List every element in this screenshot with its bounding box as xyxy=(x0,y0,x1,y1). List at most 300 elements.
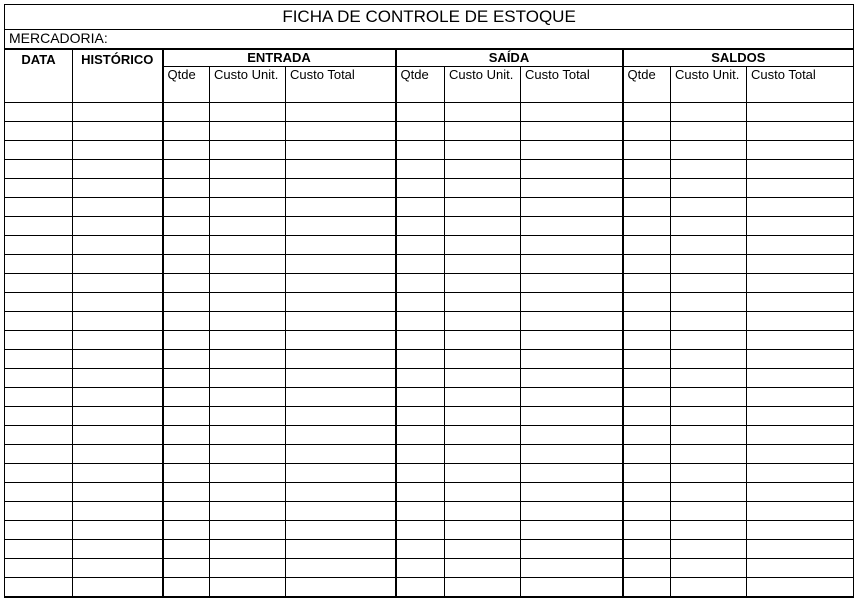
entrada-custo-total-cell[interactable] xyxy=(286,521,396,540)
entrada-qtde-cell[interactable] xyxy=(163,388,210,407)
entrada-custo-total-cell[interactable] xyxy=(286,369,396,388)
saida-custo-unit-cell[interactable] xyxy=(445,160,521,179)
entrada-custo-total-cell[interactable] xyxy=(286,103,396,122)
saldos-custo-unit-cell[interactable] xyxy=(671,483,747,502)
saldos-qtde-cell[interactable] xyxy=(623,350,671,369)
entrada-qtde-cell[interactable] xyxy=(163,521,210,540)
saldos-custo-unit-cell[interactable] xyxy=(671,331,747,350)
historico-cell[interactable] xyxy=(73,483,163,502)
saldos-custo-total-cell[interactable] xyxy=(747,179,854,198)
saldos-custo-total-cell[interactable] xyxy=(747,464,854,483)
saida-qtde-cell[interactable] xyxy=(396,350,445,369)
entrada-custo-unit-cell[interactable] xyxy=(210,502,286,521)
saida-qtde-cell[interactable] xyxy=(396,521,445,540)
saida-qtde-cell[interactable] xyxy=(396,464,445,483)
entrada-custo-unit-cell[interactable] xyxy=(210,312,286,331)
historico-cell[interactable] xyxy=(73,236,163,255)
saida-custo-total-cell[interactable] xyxy=(521,236,623,255)
entrada-custo-unit-cell[interactable] xyxy=(210,426,286,445)
saida-custo-total-cell[interactable] xyxy=(521,464,623,483)
entrada-qtde-cell[interactable] xyxy=(163,293,210,312)
saldos-custo-unit-cell[interactable] xyxy=(671,502,747,521)
saida-custo-unit-cell[interactable] xyxy=(445,559,521,578)
entrada-custo-total-cell[interactable] xyxy=(286,350,396,369)
saida-custo-unit-cell[interactable] xyxy=(445,103,521,122)
saldos-qtde-cell[interactable] xyxy=(623,236,671,255)
saldos-custo-unit-cell[interactable] xyxy=(671,559,747,578)
entrada-custo-total-cell[interactable] xyxy=(286,160,396,179)
entrada-custo-total-cell[interactable] xyxy=(286,540,396,559)
saldos-qtde-cell[interactable] xyxy=(623,559,671,578)
data-cell[interactable] xyxy=(5,483,73,502)
entrada-custo-total-cell[interactable] xyxy=(286,578,396,597)
entrada-custo-total-cell[interactable] xyxy=(286,255,396,274)
historico-cell[interactable] xyxy=(73,217,163,236)
entrada-custo-unit-cell[interactable] xyxy=(210,103,286,122)
saldos-custo-unit-cell[interactable] xyxy=(671,103,747,122)
saldos-custo-total-cell[interactable] xyxy=(747,236,854,255)
saida-custo-total-cell[interactable] xyxy=(521,540,623,559)
entrada-custo-unit-cell[interactable] xyxy=(210,217,286,236)
saldos-qtde-cell[interactable] xyxy=(623,540,671,559)
data-cell[interactable] xyxy=(5,464,73,483)
data-cell[interactable] xyxy=(5,179,73,198)
saida-qtde-cell[interactable] xyxy=(396,331,445,350)
saldos-custo-total-cell[interactable] xyxy=(747,274,854,293)
saldos-custo-unit-cell[interactable] xyxy=(671,217,747,236)
saldos-custo-unit-cell[interactable] xyxy=(671,312,747,331)
entrada-qtde-cell[interactable] xyxy=(163,350,210,369)
saida-custo-total-cell[interactable] xyxy=(521,103,623,122)
saida-custo-unit-cell[interactable] xyxy=(445,274,521,293)
saldos-custo-total-cell[interactable] xyxy=(747,122,854,141)
entrada-custo-total-cell[interactable] xyxy=(286,445,396,464)
entrada-custo-unit-cell[interactable] xyxy=(210,293,286,312)
saida-qtde-cell[interactable] xyxy=(396,141,445,160)
entrada-qtde-cell[interactable] xyxy=(163,578,210,597)
table-row xyxy=(5,122,854,141)
entrada-qtde-cell[interactable] xyxy=(163,369,210,388)
saida-custo-total-cell[interactable] xyxy=(521,369,623,388)
saldos-custo-unit-cell[interactable] xyxy=(671,540,747,559)
saldos-qtde-cell[interactable] xyxy=(623,578,671,597)
saldos-qtde-cell[interactable] xyxy=(623,312,671,331)
historico-cell[interactable] xyxy=(73,407,163,426)
saldos-custo-unit-cell[interactable] xyxy=(671,179,747,198)
saldos-qtde-cell[interactable] xyxy=(623,179,671,198)
saida-custo-total-cell[interactable] xyxy=(521,388,623,407)
saldos-custo-total-cell[interactable] xyxy=(747,141,854,160)
data-cell[interactable] xyxy=(5,388,73,407)
saida-custo-unit-cell[interactable] xyxy=(445,502,521,521)
saldos-custo-total-cell[interactable] xyxy=(747,198,854,217)
entrada-qtde-cell[interactable] xyxy=(163,217,210,236)
data-cell[interactable] xyxy=(5,578,73,597)
table-row xyxy=(5,388,854,407)
data-cell[interactable] xyxy=(5,293,73,312)
saldos-custo-unit-cell[interactable] xyxy=(671,198,747,217)
historico-cell[interactable] xyxy=(73,141,163,160)
saldos-custo-total-cell[interactable] xyxy=(747,445,854,464)
data-cell[interactable] xyxy=(5,255,73,274)
saida-custo-unit-cell[interactable] xyxy=(445,388,521,407)
saldos-custo-total-cell[interactable] xyxy=(747,426,854,445)
saida-custo-unit-cell[interactable] xyxy=(445,255,521,274)
saldos-custo-total-cell[interactable] xyxy=(747,217,854,236)
mercadoria-field[interactable]: MERCADORIA: xyxy=(5,30,854,49)
entrada-qtde-cell[interactable] xyxy=(163,559,210,578)
historico-cell[interactable] xyxy=(73,160,163,179)
historico-cell[interactable] xyxy=(73,578,163,597)
saldos-custo-unit-cell[interactable] xyxy=(671,274,747,293)
saida-custo-total-cell[interactable] xyxy=(521,160,623,179)
saldos-qtde-cell[interactable] xyxy=(623,255,671,274)
saldos-custo-unit-cell[interactable] xyxy=(671,160,747,179)
historico-cell[interactable] xyxy=(73,426,163,445)
table-body xyxy=(5,103,854,597)
saldos-custo-unit-cell[interactable] xyxy=(671,122,747,141)
entrada-qtde-cell[interactable] xyxy=(163,141,210,160)
saldos-custo-total-cell[interactable] xyxy=(747,407,854,426)
saldos-qtde-cell[interactable] xyxy=(623,103,671,122)
entrada-custo-total-cell[interactable] xyxy=(286,483,396,502)
saida-custo-total-cell[interactable] xyxy=(521,407,623,426)
saida-qtde-cell[interactable] xyxy=(396,426,445,445)
saida-custo-unit-cell[interactable] xyxy=(445,331,521,350)
entrada-custo-total-cell[interactable] xyxy=(286,464,396,483)
saida-custo-unit-cell[interactable] xyxy=(445,217,521,236)
saldos-qtde-cell[interactable] xyxy=(623,407,671,426)
saldos-qtde-cell[interactable] xyxy=(623,483,671,502)
entrada-custo-unit-cell[interactable] xyxy=(210,350,286,369)
entrada-custo-total-cell[interactable] xyxy=(286,198,396,217)
saldos-qtde-cell[interactable] xyxy=(623,293,671,312)
historico-cell[interactable] xyxy=(73,274,163,293)
saida-qtde-cell[interactable] xyxy=(396,255,445,274)
data-cell[interactable] xyxy=(5,236,73,255)
saida-custo-unit-cell[interactable] xyxy=(445,521,521,540)
entrada-qtde-cell[interactable] xyxy=(163,331,210,350)
saida-custo-total-cell[interactable] xyxy=(521,483,623,502)
entrada-custo-total-cell[interactable] xyxy=(286,559,396,578)
saldos-custo-unit-cell[interactable] xyxy=(671,445,747,464)
saida-custo-total-cell[interactable] xyxy=(521,198,623,217)
historico-cell[interactable] xyxy=(73,502,163,521)
table-row xyxy=(5,274,854,293)
saldos-custo-total-cell[interactable] xyxy=(747,369,854,388)
table-row xyxy=(5,293,854,312)
saldos-custo-total-cell[interactable] xyxy=(747,578,854,597)
saida-custo-total-cell[interactable] xyxy=(521,122,623,141)
saldos-custo-unit-cell[interactable] xyxy=(671,407,747,426)
historico-cell[interactable] xyxy=(73,103,163,122)
entrada-custo-unit-cell[interactable] xyxy=(210,388,286,407)
entrada-custo-unit-cell[interactable] xyxy=(210,464,286,483)
data-cell[interactable] xyxy=(5,312,73,331)
saldos-custo-total-cell[interactable] xyxy=(747,350,854,369)
saldos-custo-total-cell[interactable] xyxy=(747,540,854,559)
saida-custo-unit-cell[interactable] xyxy=(445,293,521,312)
historico-cell[interactable] xyxy=(73,521,163,540)
saida-qtde-cell[interactable] xyxy=(396,483,445,502)
saldos-qtde-cell[interactable] xyxy=(623,141,671,160)
entrada-custo-total-cell[interactable] xyxy=(286,236,396,255)
historico-cell[interactable] xyxy=(73,388,163,407)
saldos-qtde-cell[interactable] xyxy=(623,331,671,350)
entrada-custo-unit-cell[interactable] xyxy=(210,198,286,217)
saida-qtde-cell[interactable] xyxy=(396,312,445,331)
entrada-qtde-cell[interactable] xyxy=(163,502,210,521)
saldos-custo-unit-cell[interactable] xyxy=(671,293,747,312)
table-row xyxy=(5,464,854,483)
entrada-qtde-cell[interactable] xyxy=(163,274,210,293)
saldos-qtde-cell[interactable] xyxy=(623,122,671,141)
saida-qtde-cell[interactable] xyxy=(396,198,445,217)
entrada-custo-total-cell[interactable] xyxy=(286,293,396,312)
saldos-custo-total-cell[interactable] xyxy=(747,103,854,122)
saldos-custo-unit-cell[interactable] xyxy=(671,141,747,160)
historico-cell[interactable] xyxy=(73,331,163,350)
entrada-custo-total-cell[interactable] xyxy=(286,388,396,407)
data-cell[interactable] xyxy=(5,160,73,179)
saida-qtde-cell[interactable] xyxy=(396,388,445,407)
sheet-title: FICHA DE CONTROLE DE ESTOQUE xyxy=(5,5,854,30)
data-cell[interactable] xyxy=(5,350,73,369)
data-cell[interactable] xyxy=(5,540,73,559)
saldos-custo-total-cell[interactable] xyxy=(747,559,854,578)
historico-cell[interactable] xyxy=(73,464,163,483)
saida-qtde-cell[interactable] xyxy=(396,540,445,559)
entrada-qtde-cell[interactable] xyxy=(163,236,210,255)
saida-custo-unit-cell[interactable] xyxy=(445,426,521,445)
saida-custo-total-cell[interactable] xyxy=(521,217,623,236)
entrada-qtde-cell[interactable] xyxy=(163,483,210,502)
saldos-custo-unit-cell[interactable] xyxy=(671,369,747,388)
entrada-qtde-cell[interactable] xyxy=(163,426,210,445)
saldos-custo-total-cell[interactable] xyxy=(747,312,854,331)
historico-cell[interactable] xyxy=(73,445,163,464)
data-cell[interactable] xyxy=(5,103,73,122)
saldos-custo-unit-cell[interactable] xyxy=(671,426,747,445)
entrada-custo-unit-cell[interactable] xyxy=(210,578,286,597)
saida-custo-unit-cell[interactable] xyxy=(445,445,521,464)
saldos-custo-total-cell[interactable] xyxy=(747,521,854,540)
saida-custo-unit-cell[interactable] xyxy=(445,236,521,255)
entrada-custo-unit-cell[interactable] xyxy=(210,141,286,160)
data-cell[interactable] xyxy=(5,198,73,217)
historico-cell[interactable] xyxy=(73,179,163,198)
entrada-custo-unit-cell[interactable] xyxy=(210,160,286,179)
entrada-qtde-cell[interactable] xyxy=(163,103,210,122)
entrada-custo-total-cell[interactable] xyxy=(286,274,396,293)
saida-custo-unit-cell[interactable] xyxy=(445,369,521,388)
saldos-qtde-cell[interactable] xyxy=(623,388,671,407)
saldos-qtde-cell[interactable] xyxy=(623,217,671,236)
saldos-custo-total-cell[interactable] xyxy=(747,502,854,521)
data-cell[interactable] xyxy=(5,559,73,578)
saida-custo-total-cell[interactable] xyxy=(521,502,623,521)
saida-custo-total-cell[interactable] xyxy=(521,141,623,160)
table-row xyxy=(5,559,854,578)
historico-cell[interactable] xyxy=(73,198,163,217)
saida-custo-unit-cell[interactable] xyxy=(445,312,521,331)
data-cell[interactable] xyxy=(5,407,73,426)
saida-qtde-cell[interactable] xyxy=(396,122,445,141)
entrada-custo-unit-cell[interactable] xyxy=(210,407,286,426)
table-row xyxy=(5,141,854,160)
saida-custo-unit-cell[interactable] xyxy=(445,141,521,160)
saida-custo-total-cell[interactable] xyxy=(521,293,623,312)
entrada-custo-unit-cell[interactable] xyxy=(210,369,286,388)
entrada-custo-unit-cell[interactable] xyxy=(210,122,286,141)
saida-qtde-cell[interactable] xyxy=(396,160,445,179)
saldos-qtde-cell[interactable] xyxy=(623,445,671,464)
saldos-custo-total-cell[interactable] xyxy=(747,160,854,179)
entrada-custo-total-cell[interactable] xyxy=(286,122,396,141)
saldos-custo-unit-cell[interactable] xyxy=(671,255,747,274)
historico-cell[interactable] xyxy=(73,312,163,331)
historico-cell[interactable] xyxy=(73,122,163,141)
entrada-custo-unit-cell[interactable] xyxy=(210,331,286,350)
entrada-qtde-cell[interactable] xyxy=(163,198,210,217)
saida-qtde-cell[interactable] xyxy=(396,274,445,293)
table-row xyxy=(5,236,854,255)
saldos-custo-total-cell[interactable] xyxy=(747,255,854,274)
entrada-qtde-cell[interactable] xyxy=(163,179,210,198)
data-cell[interactable] xyxy=(5,445,73,464)
historico-cell[interactable] xyxy=(73,540,163,559)
saida-custo-unit-cell[interactable] xyxy=(445,350,521,369)
saldos-qtde-cell[interactable] xyxy=(623,521,671,540)
saida-qtde-cell[interactable] xyxy=(396,578,445,597)
entrada-custo-total-cell[interactable] xyxy=(286,312,396,331)
entrada-custo-total-cell[interactable] xyxy=(286,407,396,426)
saida-custo-unit-cell[interactable] xyxy=(445,407,521,426)
saida-custo-total-cell[interactable] xyxy=(521,274,623,293)
entrada-custo-unit-cell[interactable] xyxy=(210,236,286,255)
entrada-custo-total-cell[interactable] xyxy=(286,217,396,236)
saida-qtde-cell[interactable] xyxy=(396,217,445,236)
saida-custo-unit-cell[interactable] xyxy=(445,540,521,559)
entrada-custo-total-cell[interactable] xyxy=(286,426,396,445)
saida-custo-unit-cell[interactable] xyxy=(445,464,521,483)
entrada-qtde-cell[interactable] xyxy=(163,160,210,179)
data-cell[interactable] xyxy=(5,141,73,160)
entrada-qtde-cell[interactable] xyxy=(163,464,210,483)
data-cell[interactable] xyxy=(5,521,73,540)
historico-cell[interactable] xyxy=(73,255,163,274)
entrada-custo-total-cell[interactable] xyxy=(286,331,396,350)
entrada-custo-unit-cell[interactable] xyxy=(210,483,286,502)
saida-qtde-cell[interactable] xyxy=(396,445,445,464)
saida-custo-total-cell[interactable] xyxy=(521,559,623,578)
data-cell[interactable] xyxy=(5,369,73,388)
saida-custo-unit-cell[interactable] xyxy=(445,122,521,141)
saida-qtde-cell[interactable] xyxy=(396,293,445,312)
saida-custo-total-cell[interactable] xyxy=(521,350,623,369)
saldos-qtde-cell[interactable] xyxy=(623,426,671,445)
saida-custo-total-cell[interactable] xyxy=(521,312,623,331)
entrada-custo-unit-cell[interactable] xyxy=(210,521,286,540)
historico-cell[interactable] xyxy=(73,293,163,312)
saldos-custo-unit-cell[interactable] xyxy=(671,521,747,540)
entrada-custo-unit-cell[interactable] xyxy=(210,274,286,293)
data-cell[interactable] xyxy=(5,502,73,521)
data-cell[interactable] xyxy=(5,274,73,293)
saldos-custo-unit-cell[interactable] xyxy=(671,388,747,407)
saida-custo-unit-cell[interactable] xyxy=(445,578,521,597)
saida-custo-total-cell[interactable] xyxy=(521,521,623,540)
saldos-custo-unit-cell[interactable] xyxy=(671,578,747,597)
saida-custo-unit-cell[interactable] xyxy=(445,198,521,217)
saida-qtde-cell[interactable] xyxy=(396,407,445,426)
saida-qtde-cell[interactable] xyxy=(396,559,445,578)
entrada-custo-total-cell[interactable] xyxy=(286,502,396,521)
data-cell[interactable] xyxy=(5,331,73,350)
saldos-custo-unit-cell[interactable] xyxy=(671,236,747,255)
saida-custo-total-cell[interactable] xyxy=(521,445,623,464)
saldos-custo-total-cell[interactable] xyxy=(747,388,854,407)
saida-custo-total-cell[interactable] xyxy=(521,255,623,274)
saldos-qtde-cell[interactable] xyxy=(623,369,671,388)
saldos-qtde-cell[interactable] xyxy=(623,198,671,217)
saida-custo-total-cell[interactable] xyxy=(521,331,623,350)
saida-custo-total-cell[interactable] xyxy=(521,578,623,597)
historico-cell[interactable] xyxy=(73,350,163,369)
saida-custo-total-cell[interactable] xyxy=(521,179,623,198)
historico-cell[interactable] xyxy=(73,369,163,388)
entrada-qtde-cell[interactable] xyxy=(163,122,210,141)
saida-qtde-cell[interactable] xyxy=(396,179,445,198)
entrada-custo-unit-header: Custo Unit. xyxy=(210,67,286,103)
historico-cell[interactable] xyxy=(73,559,163,578)
entrada-custo-unit-cell[interactable] xyxy=(210,559,286,578)
saida-qtde-cell[interactable] xyxy=(396,236,445,255)
saldos-custo-unit-cell[interactable] xyxy=(671,350,747,369)
saldos-qtde-cell[interactable] xyxy=(623,464,671,483)
entrada-custo-unit-cell[interactable] xyxy=(210,540,286,559)
entrada-qtde-cell[interactable] xyxy=(163,407,210,426)
entrada-custo-unit-cell[interactable] xyxy=(210,179,286,198)
table-row xyxy=(5,445,854,464)
entrada-qtde-cell[interactable] xyxy=(163,312,210,331)
entrada-custo-unit-cell[interactable] xyxy=(210,255,286,274)
entrada-qtde-cell[interactable] xyxy=(163,445,210,464)
data-cell[interactable] xyxy=(5,122,73,141)
saida-custo-total-cell[interactable] xyxy=(521,426,623,445)
saida-qtde-cell[interactable] xyxy=(396,369,445,388)
data-cell[interactable] xyxy=(5,426,73,445)
saida-qtde-cell[interactable] xyxy=(396,103,445,122)
data-cell[interactable] xyxy=(5,217,73,236)
saldos-qtde-cell[interactable] xyxy=(623,160,671,179)
saida-custo-unit-cell[interactable] xyxy=(445,179,521,198)
saida-custo-unit-cell[interactable] xyxy=(445,483,521,502)
table-row xyxy=(5,103,854,122)
saldos-custo-total-cell[interactable] xyxy=(747,483,854,502)
entrada-custo-unit-cell[interactable] xyxy=(210,445,286,464)
saldos-qtde-cell[interactable] xyxy=(623,502,671,521)
entrada-qtde-cell[interactable] xyxy=(163,540,210,559)
saldos-custo-total-cell[interactable] xyxy=(747,293,854,312)
entrada-custo-total-cell[interactable] xyxy=(286,179,396,198)
saldos-qtde-cell[interactable] xyxy=(623,274,671,293)
saldos-custo-total-cell[interactable] xyxy=(747,331,854,350)
saldos-custo-unit-cell[interactable] xyxy=(671,464,747,483)
entrada-qtde-cell[interactable] xyxy=(163,255,210,274)
saida-qtde-cell[interactable] xyxy=(396,502,445,521)
entrada-custo-total-cell[interactable] xyxy=(286,141,396,160)
